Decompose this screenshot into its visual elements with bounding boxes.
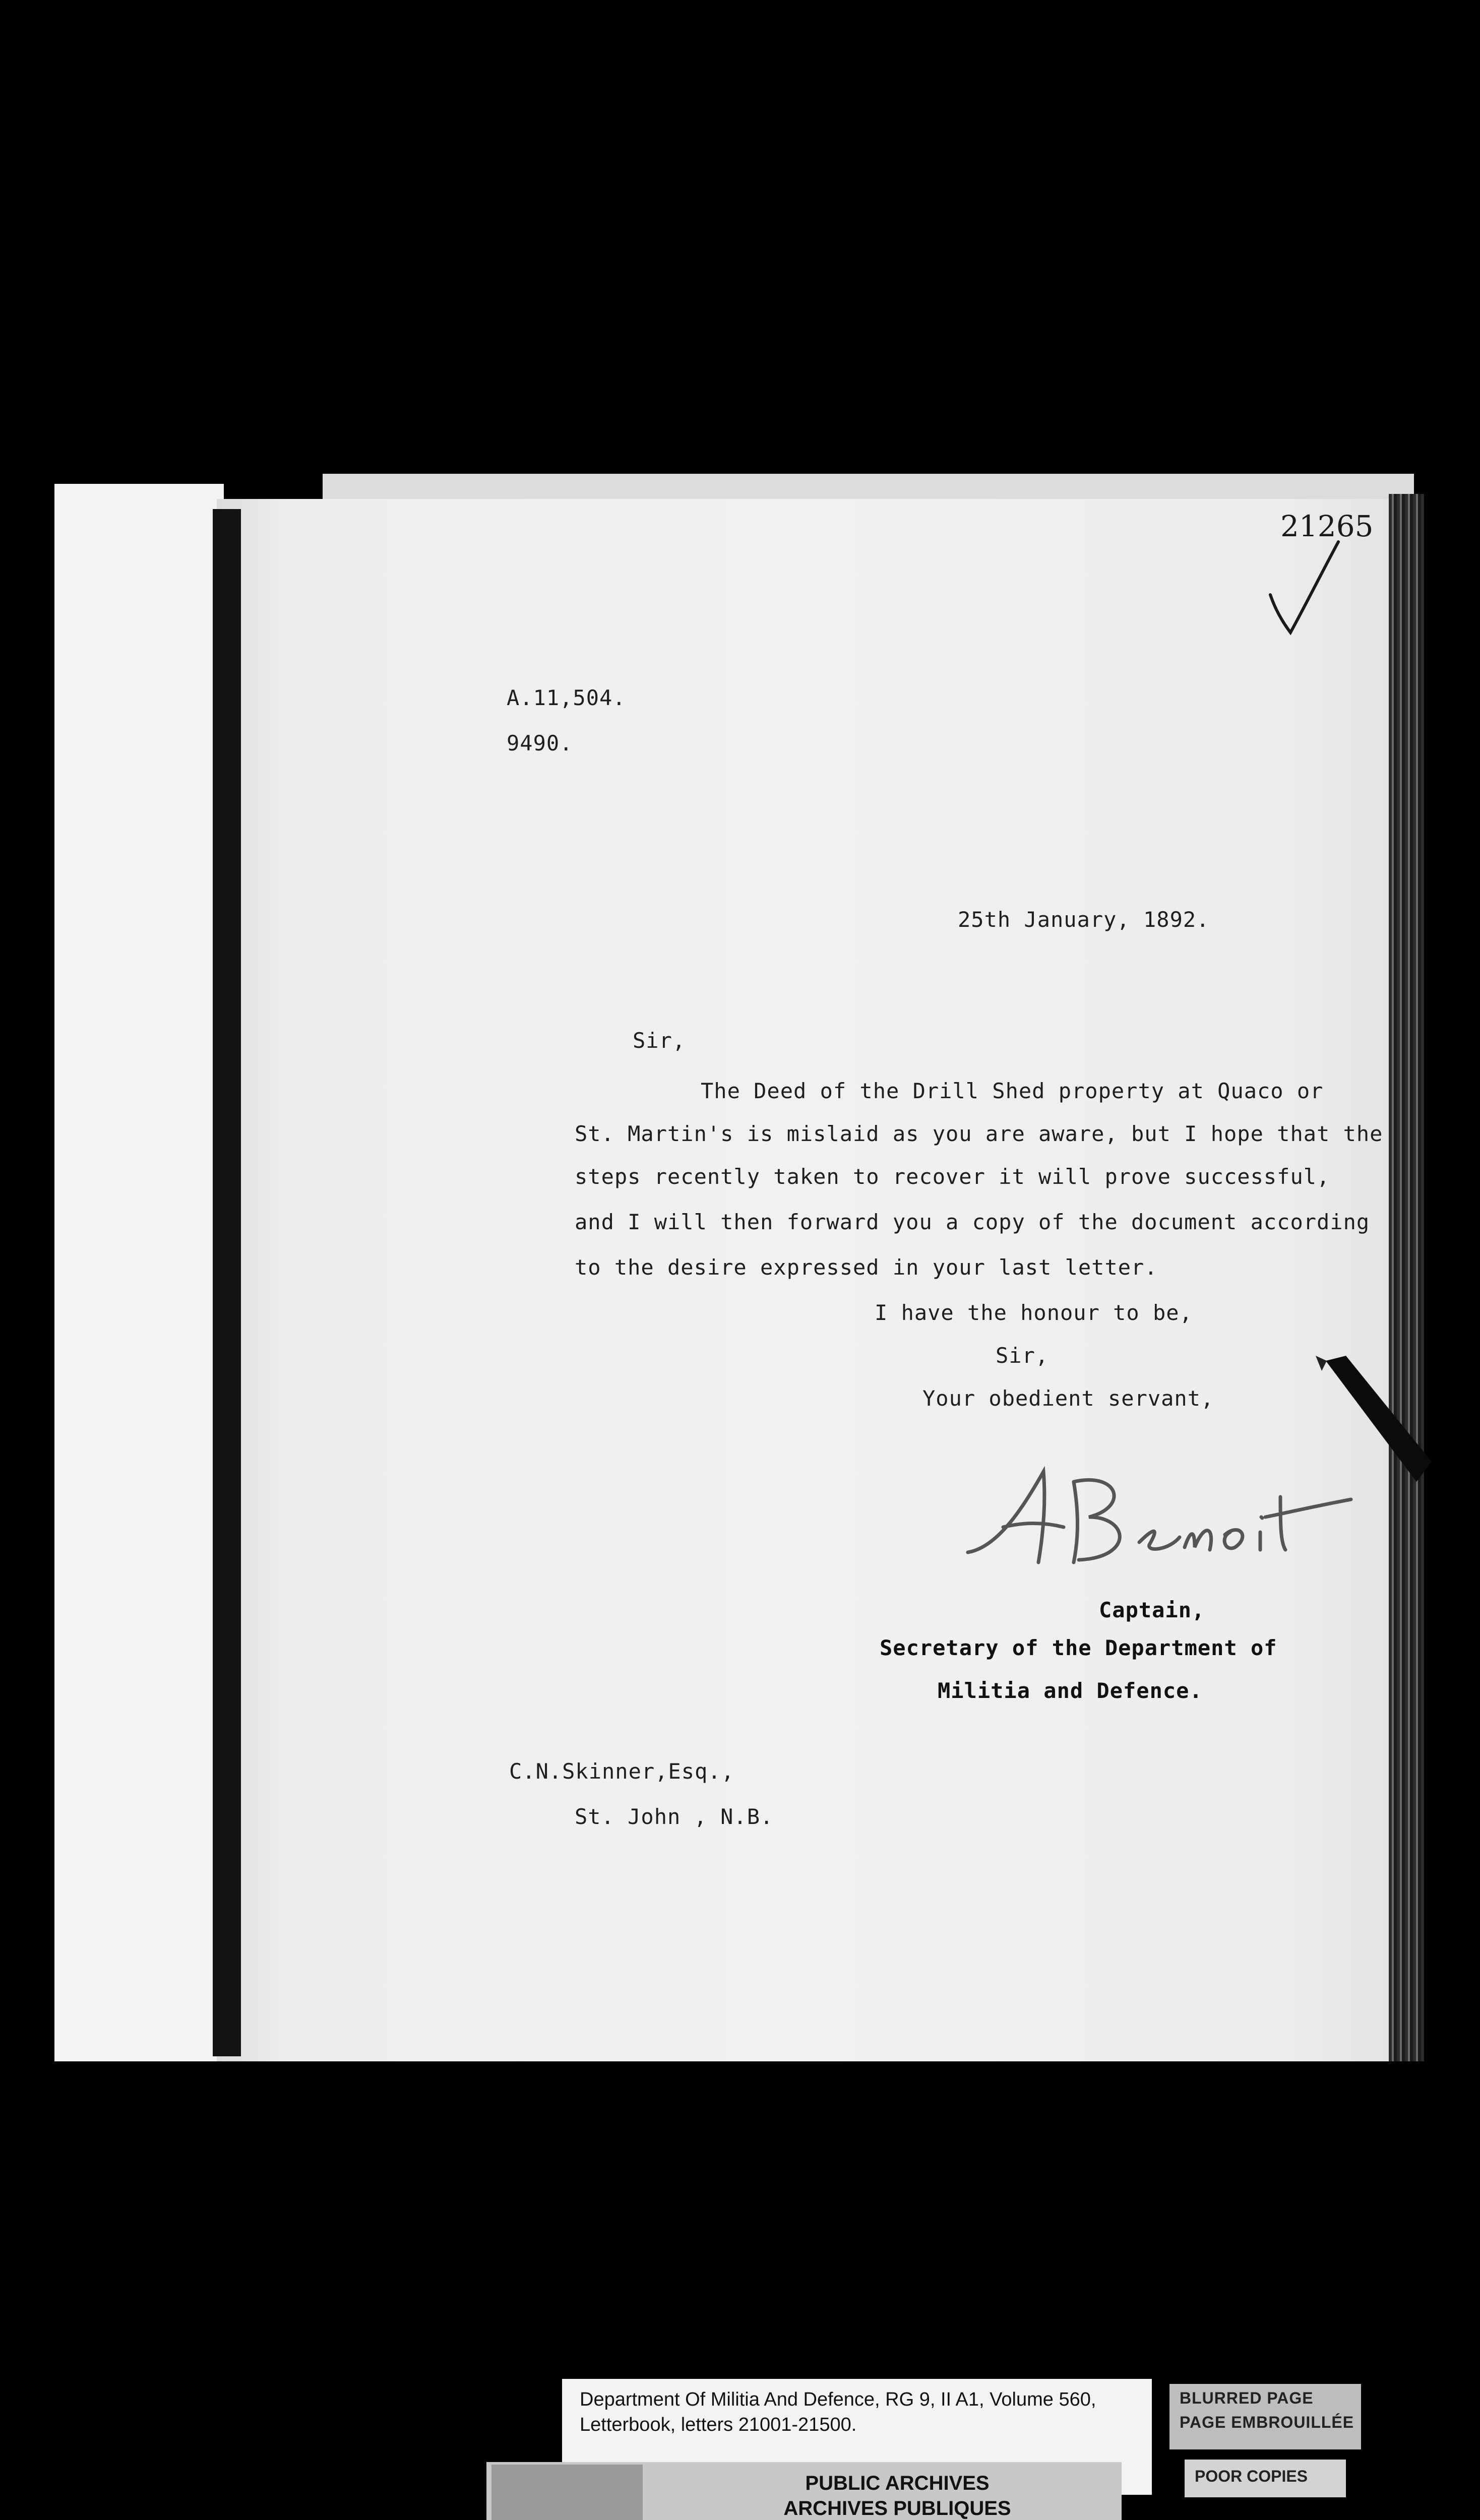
closing-servant: Your obedient servant, bbox=[922, 1386, 1214, 1411]
letter-sheet bbox=[217, 499, 1391, 2061]
file-number: 9490. bbox=[507, 731, 573, 755]
salutation: Sir, bbox=[633, 1028, 686, 1053]
closing-sir: Sir, bbox=[996, 1343, 1049, 1368]
check-mark-icon bbox=[1255, 534, 1356, 645]
signature bbox=[958, 1452, 1361, 1583]
signatory-department: Militia and Defence. bbox=[938, 1678, 1203, 1703]
body-line: The Deed of the Drill Shed property at Quaco or bbox=[701, 1079, 1324, 1103]
addressee-name: C.N.Skinner,Esq., bbox=[509, 1759, 734, 1784]
signatory-title: Secretary of the Department of bbox=[880, 1635, 1277, 1660]
body-line: to the desire expressed in your last letter. bbox=[575, 1255, 1158, 1280]
left-page-edge bbox=[54, 484, 224, 2061]
body-line: St. Martin's is mislaid as you are aware, but I hope that the bbox=[575, 1121, 1383, 1146]
archive-caption-line: Department Of Militia And Defence, RG 9, II A1, Volume 560, bbox=[580, 2389, 1096, 2410]
letter-date: 25th January, 1892. bbox=[958, 907, 1210, 932]
body-line: steps recently taken to recover it will prove successful, bbox=[575, 1164, 1330, 1189]
reference-number: A.11,504. bbox=[507, 685, 626, 710]
blurred-page-stamp-text: PAGE EMBROUILLÉE bbox=[1180, 2413, 1354, 2431]
signatory-rank: Captain, bbox=[1099, 1598, 1205, 1622]
addressee-place: St. John , N.B. bbox=[575, 1804, 774, 1829]
page-stack-edge bbox=[1389, 494, 1424, 2061]
closing-line: I have the honour to be, bbox=[875, 1300, 1193, 1325]
archives-stamp-text: PUBLIC ARCHIVES bbox=[805, 2472, 990, 2494]
body-line: and I will then forward you a copy of the document according bbox=[575, 1210, 1370, 1234]
stamp-shadow bbox=[491, 2465, 643, 2520]
poor-copies-stamp-text: POOR COPIES bbox=[1195, 2467, 1308, 2485]
archives-stamp-text: ARCHIVES PUBLIQUES bbox=[783, 2497, 1011, 2519]
book-binding bbox=[213, 509, 241, 2056]
archive-caption-line: Letterbook, letters 21001-21500. bbox=[580, 2414, 857, 2435]
page-number: 21265 bbox=[1280, 509, 1374, 543]
blurred-page-stamp-text: BLURRED PAGE bbox=[1180, 2389, 1314, 2407]
